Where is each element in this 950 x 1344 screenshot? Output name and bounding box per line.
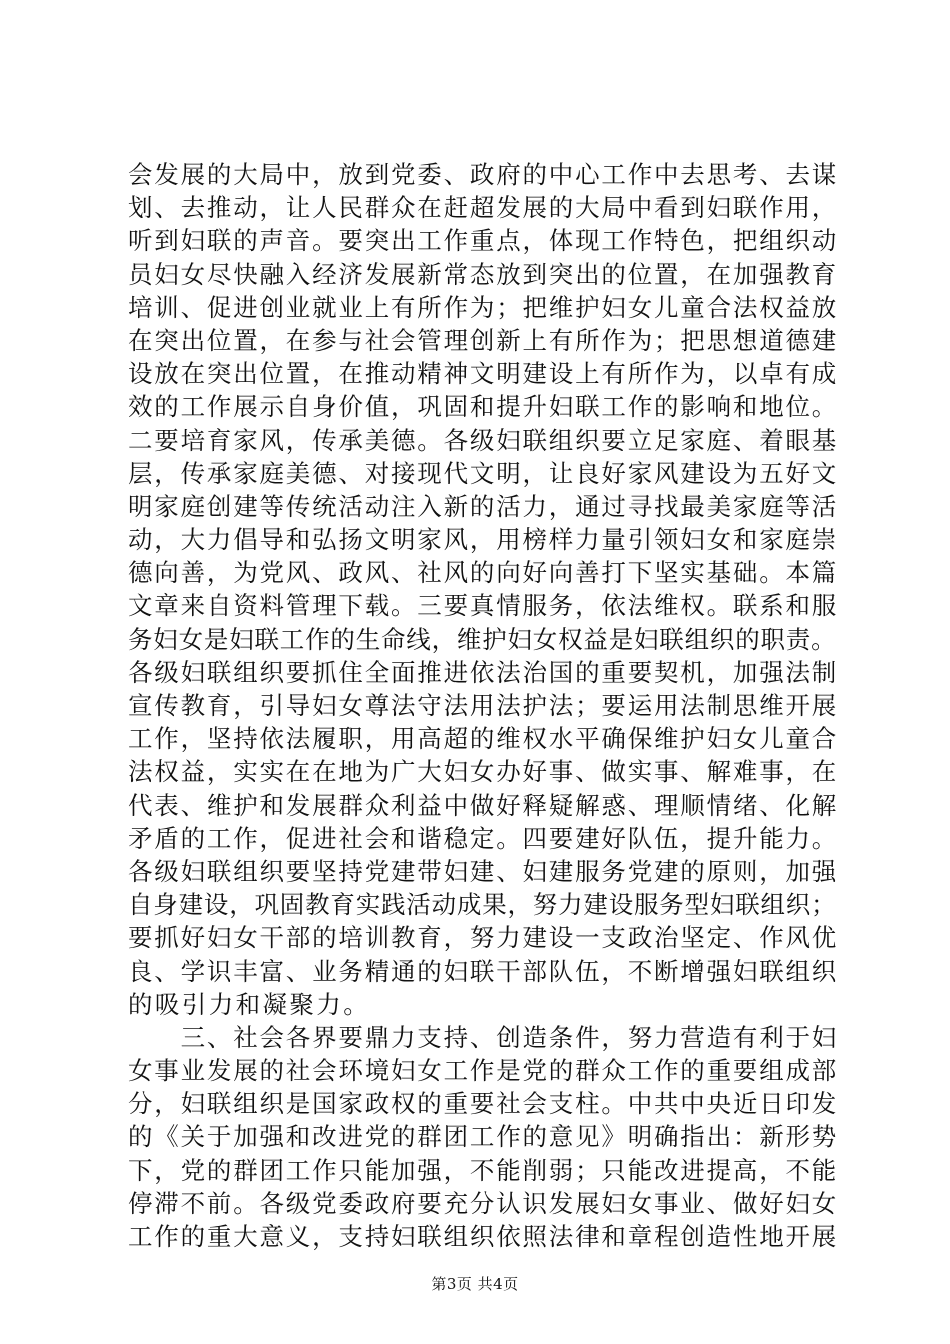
text-line: 良、学识丰富、业务精通的妇联干部队伍，不断增强妇联组织 — [128, 956, 839, 986]
text-line: 的《关于加强和改进党的群团工作的意见》明确指出：新形势 — [128, 1122, 839, 1152]
text-line: 法权益，实实在在地为广大妇女办好事、做实事、解难事，在 — [128, 757, 839, 787]
text-line: 工作的重大意义，支持妇联组织依照法律和章程创造性地开展 — [128, 1222, 839, 1251]
text-line: 文章来自资料管理下载。三要真情服务，依法维权。联系和服 — [128, 591, 839, 621]
text-line: 三、社会各界要鼎力支持、创造条件，努力营造有利于妇 — [128, 1022, 839, 1052]
text-line: 会发展的大局中，放到党委、政府的中心工作中去思考、去谋 — [128, 160, 839, 189]
text-line: 的吸引力和凝聚力。 — [128, 989, 371, 1019]
text-line: 培训、促进创业就业上有所作为；把维护妇女儿童合法权益放 — [128, 292, 839, 322]
text-line: 明家庭创建等传统活动注入新的活力，通过寻找最美家庭等活 — [128, 491, 839, 521]
text-line: 下，党的群团工作只能加强，不能削弱；只能改进提高，不能 — [128, 1155, 839, 1185]
text-line: 划、去推动，让人民群众在赶超发展的大局中看到妇联作用， — [128, 193, 839, 223]
text-line: 动，大力倡导和弘扬文明家风，用榜样力量引领妇女和家庭崇 — [128, 525, 839, 555]
text-line: 代表、维护和发展群众利益中做好释疑解惑、理顺情绪、化解 — [128, 790, 839, 820]
text-line: 务妇女是妇联工作的生命线，维护妇女权益是妇联组织的职责。 — [128, 624, 837, 654]
text-line: 停滞不前。各级党委政府要充分认识发展妇女事业、做好妇女 — [128, 1188, 839, 1218]
text-line: 自身建设，巩固教育实践活动成果，努力建设服务型妇联组织； — [128, 890, 837, 920]
text-line: 各级妇联组织要抓住全面推进依法治国的重要契机，加强法制 — [128, 657, 839, 687]
text-line: 层，传承家庭美德、对接现代文明，让良好家风建设为五好文 — [128, 458, 839, 488]
text-line: 二要培育家风，传承美德。各级妇联组织要立足家庭、着眼基 — [128, 425, 839, 455]
text-line: 要抓好妇女干部的培训教育，努力建设一支政治坚定、作风优 — [128, 923, 839, 953]
text-line: 效的工作展示自身价值，巩固和提升妇联工作的影响和地位。 — [128, 392, 839, 422]
document-body — [128, 158, 838, 1253]
text-line: 听到妇联的声音。要突出工作重点，体现工作特色，把组织动 — [128, 226, 839, 256]
text-line: 工作，坚持依法履职，用高超的维权水平确保维护妇女儿童合 — [128, 724, 839, 754]
text-line: 在突出位置，在参与社会管理创新上有所作为；把思想道德建 — [128, 325, 839, 355]
text-line: 员妇女尽快融入经济发展新常态放到突出的位置，在加强教育 — [128, 259, 839, 289]
text-line: 各级妇联组织要坚持党建带妇建、妇建服务党建的原则，加强 — [128, 856, 839, 886]
text-line: 女事业发展的社会环境妇女工作是党的群众工作的重要组成部 — [128, 1056, 839, 1086]
page-number-footer: 第3页 共4页 — [431, 1275, 519, 1293]
text-line: 矛盾的工作，促进社会和谐稳定。四要建好队伍，提升能力。 — [128, 823, 839, 853]
text-line: 设放在突出位置，在推动精神文明建设上有所作为，以卓有成 — [128, 359, 839, 389]
text-line: 宣传教育，引导妇女尊法守法用法护法；要运用法制思维开展 — [128, 691, 839, 720]
text-line: 分，妇联组织是国家政权的重要社会支柱。中共中央近日印发 — [128, 1089, 839, 1119]
text-line: 德向善，为党风、政风、社风的向好向善打下坚实基础。本篇 — [128, 558, 839, 588]
